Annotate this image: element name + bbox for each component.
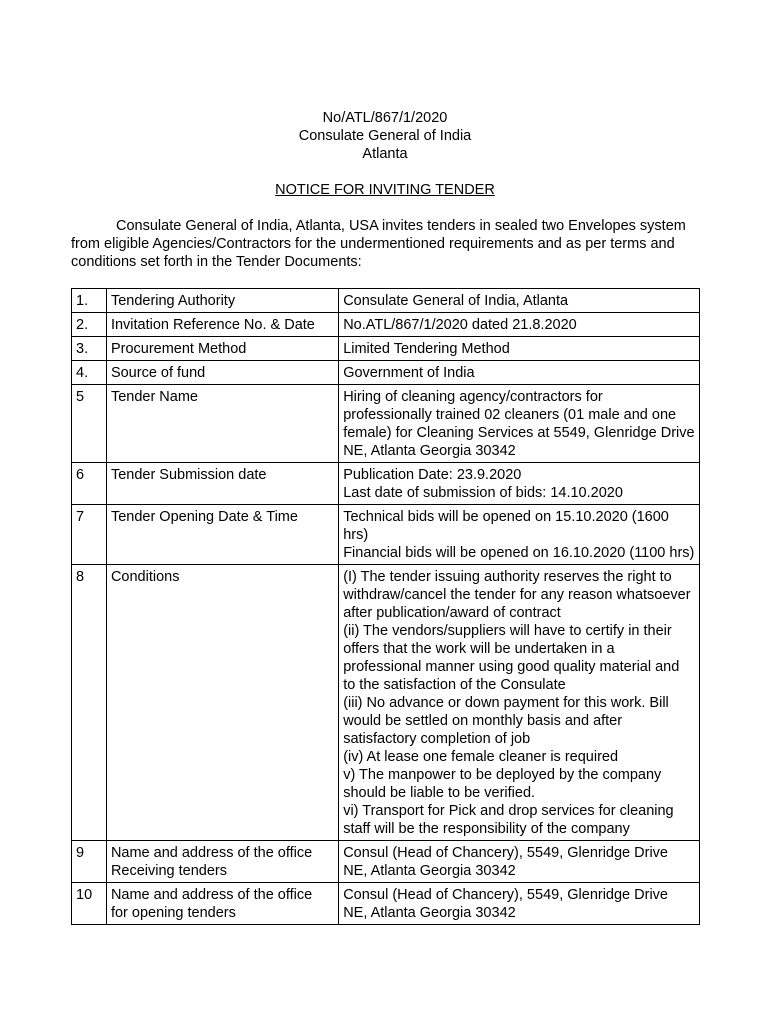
row-value-line: (I) The tender issuing authority reserves the right to withdraw/cancel the tender for any reason whatsoever after publication/award of contract — [343, 569, 691, 621]
row-label-line: Tender Submission date — [110, 467, 267, 483]
office-name: Consulate General of India — [298, 128, 472, 144]
row-value-line: v) The manpower to be deployed by the company should be liable to be verified. — [343, 767, 662, 801]
row-label-line: Tender Name — [110, 389, 198, 405]
row-value-line: No.ATL/867/1/2020 dated 21.8.2020 — [343, 317, 577, 333]
row-label-line: Name and address of the office — [110, 887, 313, 903]
row-value — [339, 361, 700, 385]
row-label — [106, 841, 338, 883]
table-row — [72, 361, 700, 385]
row-label-line: Name and address of the office — [110, 845, 313, 861]
row-label-line: Receiving tenders — [110, 863, 228, 879]
table-row — [72, 313, 700, 337]
row-number: 6 — [72, 463, 107, 505]
row-number: 3. — [72, 337, 107, 361]
row-label — [106, 337, 338, 361]
notice-title: NOTICE FOR INVITING TENDER — [275, 182, 495, 198]
table-row — [72, 463, 700, 505]
row-number: 8 — [72, 565, 107, 841]
tender-table-body — [72, 289, 700, 925]
row-label — [106, 565, 338, 841]
row-number: 4. — [72, 361, 107, 385]
row-value — [339, 841, 700, 883]
document-header — [0, 109, 770, 163]
row-number: 5 — [72, 385, 107, 463]
reference-number: No/ATL/867/1/2020 — [322, 110, 448, 126]
row-value-line: (iii) No advance or down payment for this work. Bill would be settled on monthly basis and after satisfactory completion of job — [343, 695, 669, 747]
table-row — [72, 565, 700, 841]
row-value — [339, 883, 700, 925]
row-number: 9 — [72, 841, 107, 883]
row-value-line: (iv) At lease one female cleaner is required — [343, 749, 619, 765]
row-value-line: Consul (Head of Chancery), 5549, Glenridge Drive NE, Atlanta Georgia 30342 — [343, 845, 668, 879]
row-label-line: Invitation Reference No. & Date — [110, 317, 315, 333]
row-number: 7 — [72, 505, 107, 565]
row-label-line: Tendering Authority — [110, 293, 236, 309]
row-label — [106, 463, 338, 505]
row-label-line: Tender Opening Date & Time — [110, 509, 298, 525]
row-number: 1. — [72, 289, 107, 313]
row-value — [339, 289, 700, 313]
table-row — [72, 841, 700, 883]
row-label-line: Source of fund — [110, 365, 206, 381]
office-city: Atlanta — [362, 146, 408, 162]
row-value — [339, 313, 700, 337]
row-label — [106, 361, 338, 385]
row-label — [106, 289, 338, 313]
tender-details-table — [71, 288, 700, 925]
row-label-line: Procurement Method — [110, 341, 247, 357]
table-row — [72, 505, 700, 565]
table-row — [72, 337, 700, 361]
table-row — [72, 883, 700, 925]
row-value-line: Consul (Head of Chancery), 5549, Glenridge Drive NE, Atlanta Georgia 30342 — [343, 887, 668, 921]
row-label — [106, 505, 338, 565]
row-value-line: Consulate General of India, Atlanta — [343, 293, 569, 309]
row-value — [339, 385, 700, 463]
row-value-line: Hiring of cleaning agency/contractors for professionally trained 02 cleaners (01 male and one female) for Cleaning Services at 5549, Glenridge Drive NE, Atlanta Georgia 30342 — [343, 389, 695, 459]
table-row — [72, 289, 700, 313]
row-label-line: for opening tenders — [110, 905, 236, 921]
row-value-line: Limited Tendering Method — [343, 341, 510, 357]
row-number: 2. — [72, 313, 107, 337]
row-label — [106, 883, 338, 925]
row-value-line: vi) Transport for Pick and drop services for cleaning staff will be the responsibility of the company — [343, 803, 674, 837]
row-value-line: Financial bids will be opened on 16.10.2020 (1100 hrs) — [343, 545, 695, 561]
row-label-line: Conditions — [110, 569, 180, 585]
row-value-line: Publication Date: 23.9.2020 — [343, 467, 522, 483]
table-row — [72, 385, 700, 463]
row-label — [106, 313, 338, 337]
row-value — [339, 463, 700, 505]
row-value-line: Last date of submission of bids: 14.10.2020 — [343, 485, 623, 501]
row-value-line: Technical bids will be opened on 15.10.2020 (1600 hrs) — [343, 509, 669, 543]
row-value — [339, 565, 700, 841]
intro-paragraph: Consulate General of India, Atlanta, USA invites tenders in sealed two Envelopes system from eligible Agencies/Contractors for the undermentioned requirements and as per terms and conditions set forth in the Tender Documents: — [71, 218, 686, 270]
row-value-line: (ii) The vendors/suppliers will have to certify in their offers that the work will be undertaken in a professional manner using good quality material and to the satisfaction of the Consulate — [343, 623, 680, 693]
row-value — [339, 505, 700, 565]
row-value — [339, 337, 700, 361]
row-label — [106, 385, 338, 463]
row-value-line: Government of India — [343, 365, 475, 381]
row-number: 10 — [72, 883, 107, 925]
